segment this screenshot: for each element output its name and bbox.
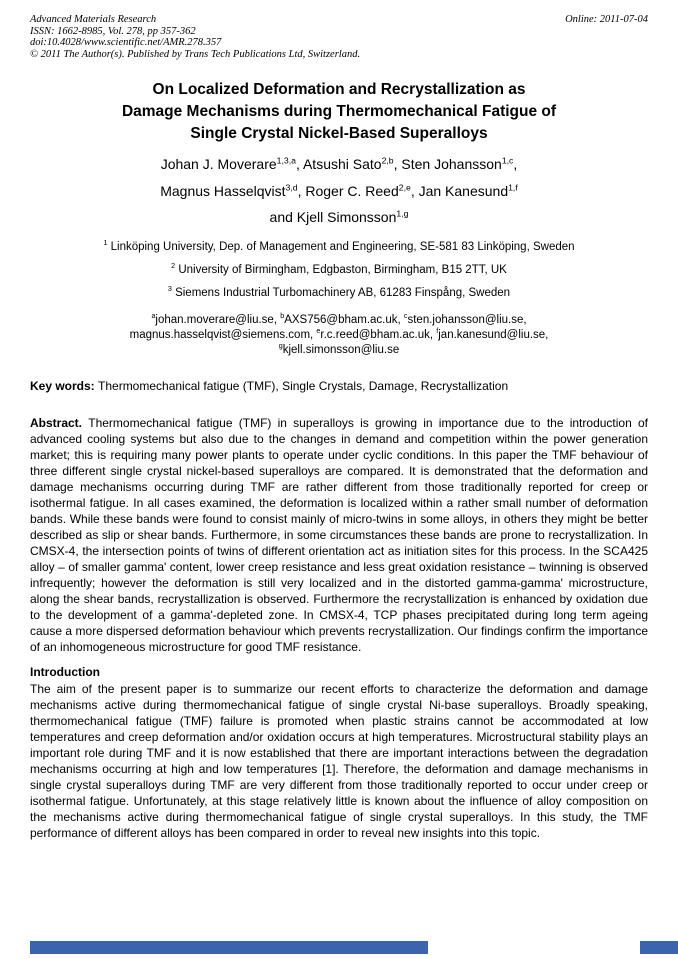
copyright-line: © 2011 The Author(s). Published by Trans Tech Publications Ltd, Switzerland. [30,48,361,60]
email-line: $^a$johan.moverare@liu.se, $^b$AXS756@bham.ac.uk, $^c$sten.johansson@liu.se, [151,312,527,326]
abstract-paragraph: Abstract. Thermomechanical fatigue (TMF) in superalloys is growing in importance due to the introduction of advanced cooling systems but also due to the changes in demand and competition within the power generation market; this is requiring many power plants to operate under cyclic conditions. In this paper the TMF behaviour of three different single crystal nickel-based superalloys are compared. It is demonstrated that the deformation and damage mechanisms occurring during TMF are rather different from those traditionally reported for creep or isothermal fatigue. In all cases examined, the deformation is localized within a rather small number of deformation bands. While these bands were found to consist mainly of micro-twins in some alloys, in others they might be better described as slip or shear bands. Furthermore, in some circumstances these bands are prone to recrystallization. In CMSX-4, the intersection points of twins of different orientation act as initiation sites for this process. In the SCA425 alloy – of smaller gamma' content, lower creep resistance and less great oxidation resistance – twinning is observed infrequently; however the deformation is still very localized and in the distorted gamma-gamma' microstructure, along the shear bands, recrystallization is observed. Furthermore the recrystallization is enhanced by oxidation due to the development of a gamma'-depleted zone. In CMSX-4, TCP phases precipitated during long term ageing cause a more dispersed deformation behaviour which prevents recrystallization. Our findings confirm the importance of an inhomogeneous microstructure for good TMF resistance. [30,415,648,654]
affiliation-list [30,241,648,300]
introduction-paragraph: The aim of the present paper is to summarize our recent efforts to characterize the deformation and damage mechanisms active during thermomechanical fatigue of single crystal Ni-base superalloys. Broadly speaking, thermomechanical fatigue (TMF) failure is promoted when plastic strains cannot be accommodated at low temperatures and creep deformation and/or oxidation occurs at high temperatures. Microstructural stability plays an important role during TMF and it is now established that there are important interactions between the degradation mechanisms occurring at high and low temperatures [1]. Therefore, the deformation and damage mechanisms in single crystal superalloys during TMF are very different from those traditionally reported to occur under creep or isothermal fatigue. Unfortunately, at this stage relatively little is known about the influence of alloy composition on the mechanisms active during thermomechanical fatigue of single crystal superalloys. In this study, the TMF performance of different alloys has been compared in order to reveal new insights into this topic. [30,681,648,840]
email-line: $^g$kjell.simonsson@liu.se [278,342,400,356]
journal-info [30,14,360,60]
affiliation-line: $^2$ University of Birmingham, Edgbaston, Birmingham, B15 2TT, UK [171,262,507,276]
page-header [30,14,648,60]
journal-title: Advanced Materials Research [30,14,157,25]
keywords-line: Key words: Thermomechanical fatigue (TMF), Single Crystals, Damage, Recrystallization [30,378,509,393]
paper-title-line: Damage Mechanisms during Thermomechanical Fatigue of [121,103,557,121]
author-line: Magnus Hasselqvist$^{3,d}$, Roger C. Reed$^{2,e}$, Jan Kanesund$^{1,f}$ [160,182,518,199]
author-list [30,151,648,231]
author-line: Johan J. Moverare$^{1,3,a}$, Atsushi Sato$^{2,b}$, Sten Johansson$^{1,c}$, [160,155,518,173]
issn-line: ISSN: 1662-8985, Vol. 278, pp 357-362 [30,25,196,37]
doi-line: doi:10.4028/www.scientific.net/AMR.278.357 [30,37,222,49]
online-date: Online: 2011-07-04 [565,14,648,25]
footer-bar-right [640,941,678,954]
affiliation-line: $^3$ Siemens Industrial Turbomachinery AB, 61283 Finspång, Sweden [167,285,511,299]
introduction-heading: Introduction [30,664,100,679]
author-line: and Kjell Simonsson$^{1,g}$ [269,208,409,226]
email-line: magnus.hasselqvist@siemens.com, $^e$r.c.reed@bham.ac.uk, $^f$jan.kanesund@liu.se, [129,327,549,341]
paper-title [30,79,648,145]
affiliation-line: $^1$ Linköping University, Dep. of Management and Engineering, SE-581 83 Linköping, Sweden [103,239,575,253]
paper-title-line: Single Crystal Nickel-Based Superalloys [190,125,488,143]
footer-bar-left [30,941,428,954]
email-list [30,313,648,358]
paper-title-line: On Localized Deformation and Recrystallization as [152,81,526,99]
